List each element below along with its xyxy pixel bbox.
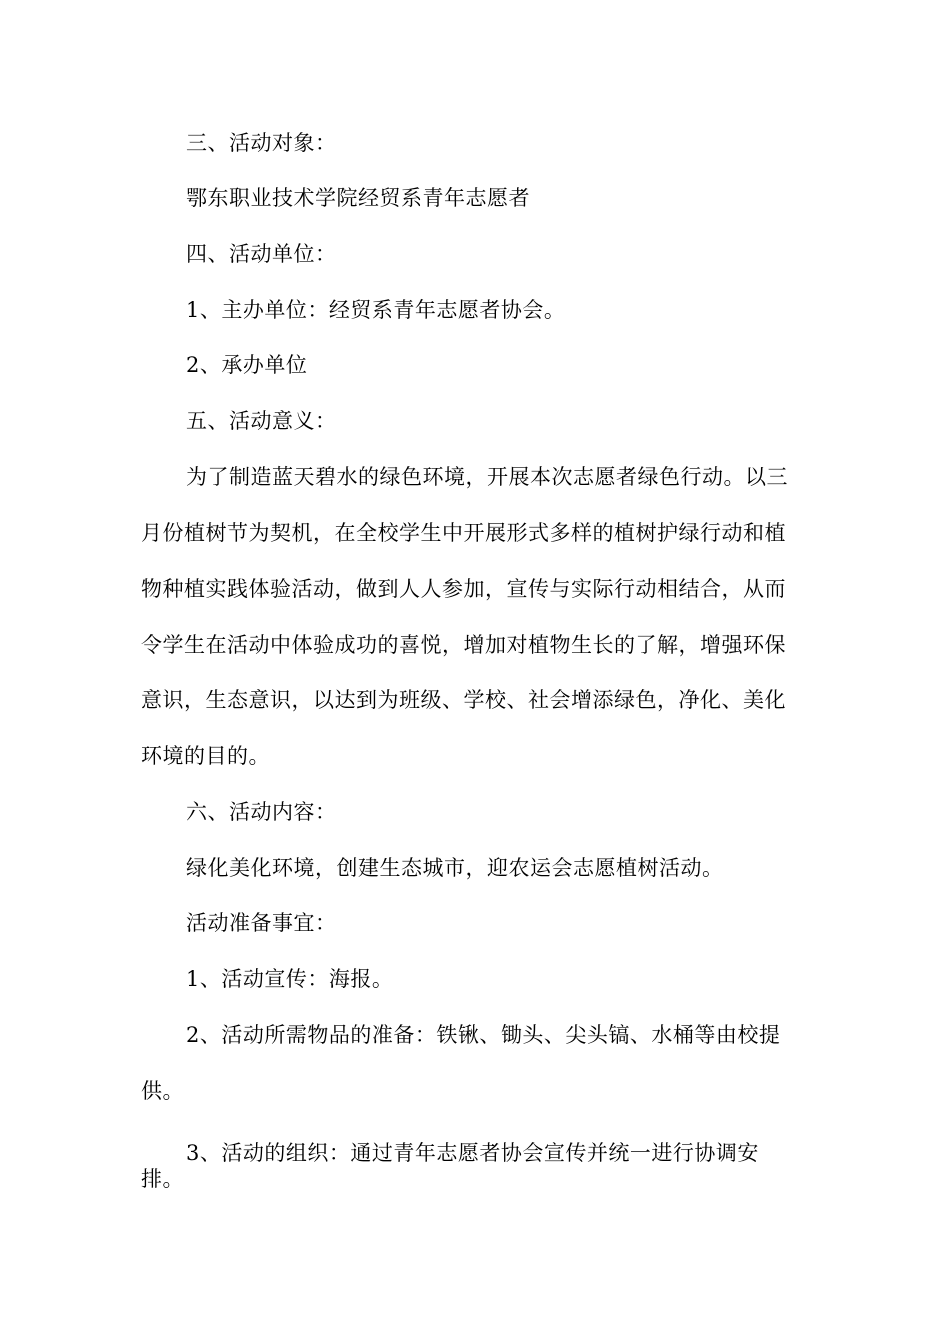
section3-heading: 三、活动对象：: [186, 131, 337, 155]
prep-item-2-line-2: 供。: [141, 1079, 184, 1103]
section6-heading: 六、活动内容：: [186, 800, 337, 824]
section5-line-6: 环境的目的。: [141, 744, 270, 768]
prep-item-2-line-1: 2、活动所需物品的准备：铁锹、锄头、尖头镐、水桶等由校提: [186, 1023, 781, 1047]
section5-line-3: 物种植实践体验活动，做到人人参加，宣传与实际行动相结合，从而: [141, 577, 786, 601]
section4-item-2: 2、承办单位: [186, 353, 308, 377]
section4-item-1: 1、主办单位：经贸系青年志愿者协会。: [186, 298, 566, 322]
section5-line-4: 令学生在活动中体验成功的喜悦，增加对植物生长的了解，增强环保: [141, 633, 786, 657]
section6-text: 绿化美化环境，创建生态城市，迎农运会志愿植树活动。: [186, 856, 724, 880]
prep-item-1: 1、活动宣传：海报。: [186, 967, 394, 991]
section5-line-1: 为了制造蓝天碧水的绿色环境，开展本次志愿者绿色行动。以三: [186, 465, 788, 489]
prep-item-3-line-2: 排。: [141, 1167, 184, 1191]
prep-item-3-line-1: 3、活动的组织：通过青年志愿者协会宣传并统一进行协调安: [186, 1141, 759, 1165]
section4-heading: 四、活动单位：: [186, 242, 337, 266]
section3-text: 鄂东职业技术学院经贸系青年志愿者: [186, 186, 530, 210]
section5-heading: 五、活动意义：: [186, 409, 337, 433]
prep-heading: 活动准备事宜：: [186, 911, 337, 935]
section5-line-2: 月份植树节为契机，在全校学生中开展形式多样的植树护绿行动和植: [141, 521, 786, 545]
section5-line-5: 意识，生态意识，以达到为班级、学校、社会增添绿色，净化、美化: [141, 688, 786, 712]
